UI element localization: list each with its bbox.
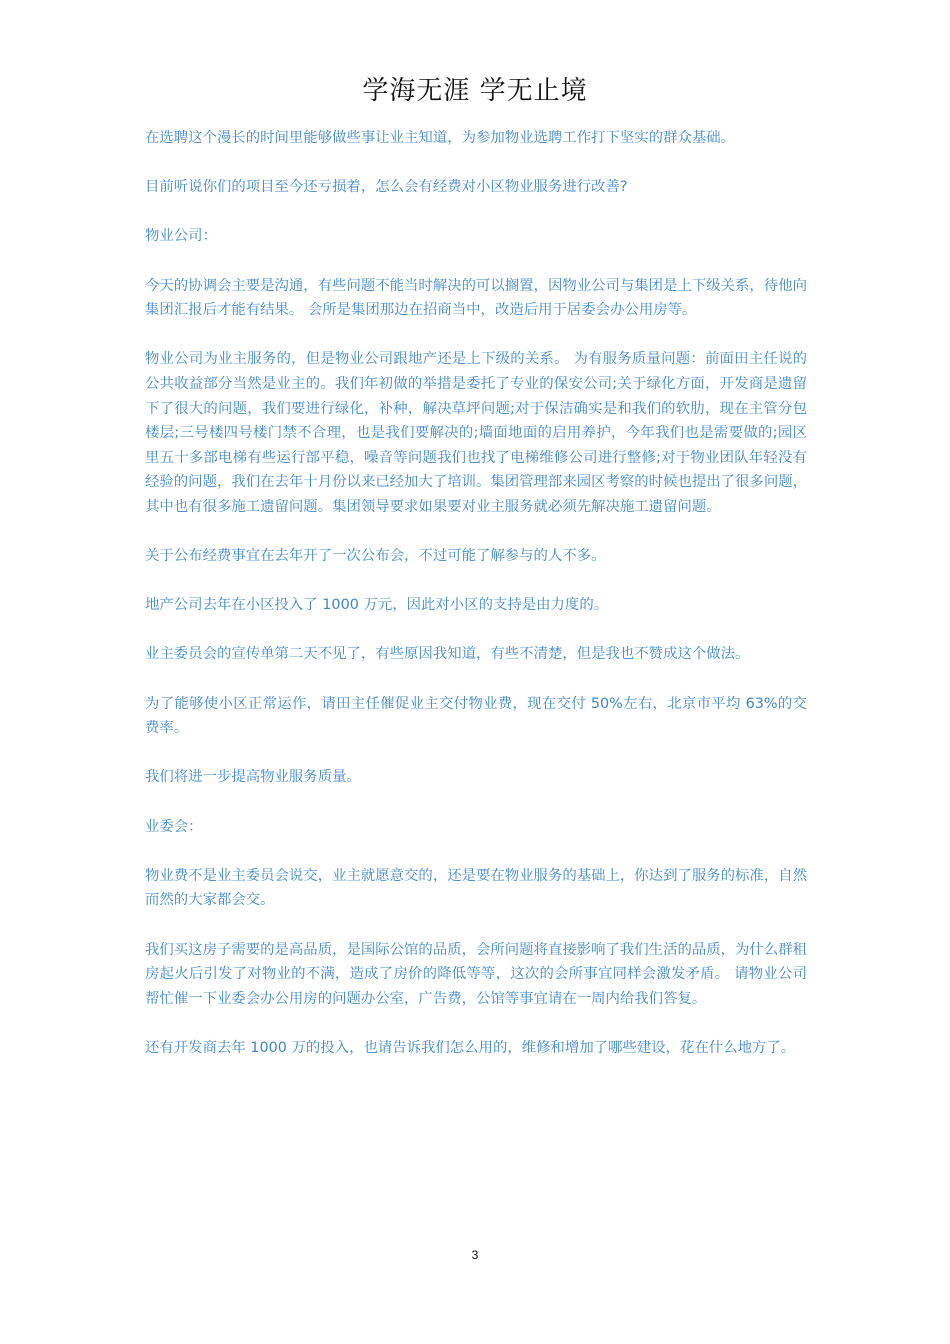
paragraph-10: 我们将进一步提高物业服务质量。 <box>145 769 361 786</box>
paragraph-12: 物业费不是业主委员会说交，业主就愿意交的，还是要在物业服务的基础上，你达到了服务的标准，自然而然的大家都会交。 <box>145 867 807 909</box>
paragraph-2: 目前听说你们的项目至今还亏损着，怎么会有经费对小区物业服务进行改善? <box>145 179 628 196</box>
paragraph-11-heading-committee: 业委会： <box>145 818 203 835</box>
paragraph-6: 关于公布经费事宜在去年开了一次公布会，不过可能了解参与的人不多。 <box>145 548 606 565</box>
page-header-title: 学海无涯 学无止境 <box>362 76 588 106</box>
paragraph-8: 业主委员会的宣传单第二天不见了，有些原因我知道，有些不清楚，但是我也不赞成这个做法。 <box>145 646 750 663</box>
paragraph-9: 为了能够使小区正常运作，请田主任催促业主交付物业费，现在交付 50%左右，北京市平均 63%的交费率。 <box>145 695 807 737</box>
paragraph-1: 在选聘这个漫长的时间里能够做些事让业主知道，为参加物业选聘工作打下坚实的群众基础。 <box>145 130 736 146</box>
page-number: 3 <box>471 1248 479 1262</box>
paragraph-7: 地产公司去年在小区投入了 1000 万元，因此对小区的支持是由力度的。 <box>145 597 609 614</box>
paragraph-4: 今天的协调会主要是沟通，有些问题不能当时解决的可以搁置，因物业公司与集团是上下级关系，待他向集团汇报后才能有结果。 会所是集团那边在招商当中，改造后用于居委会办公用房等。 <box>145 277 807 319</box>
paragraph-5: 物业公司为业主服务的，但是物业公司跟地产还是上下级的关系。 为有服务质量问题：前面田主任说的公共收益部分当然是业主的。我们年初做的举措是委托了专业的保安公司;关于绿化方面，开发商是遗留下了很大的问题，我们要进行绿化，补种，解决草坪问题;对于保洁确实是和我们的软肋，现在主管分包楼层;三号楼四号楼门禁不合理，也是我们要解决的;墙面地面的启用养护，今年我们也是需要做的;园区里五十多部电梯有些运行部平稳，噪音等问题我们也找了电梯维修公司进行整修;对于物业团队年轻没有经验的问题，我们在去年十月份以来已经加大了培训。集团管理部来园区考察的时候也提出了很多问题，其中也有很多施工遗留问题。集团领导要求如果要对业主服务就必须先解决施工遗留问题。 <box>145 351 807 515</box>
paragraph-3-heading-property-company: 物业公司： <box>145 228 217 245</box>
document-body <box>145 126 807 1085</box>
paragraph-13: 我们买这房子需要的是高品质，是国际公馆的品质，会所问题将直接影响了我们生活的品质，为什么群租房起火后引发了对物业的不满，造成了房价的降低等等，这次的会所事宜同样会激发矛盾。 请物业公司帮忙催一下业委会办公用房的问题办公室，广告费，公馆等事宜请在一周内给我们答复。 <box>145 941 807 1007</box>
paragraph-14: 还有开发商去年 1000 万的投入，也请告诉我们怎么用的，维修和增加了哪些建设，花在什么地方了。 <box>145 1039 796 1056</box>
